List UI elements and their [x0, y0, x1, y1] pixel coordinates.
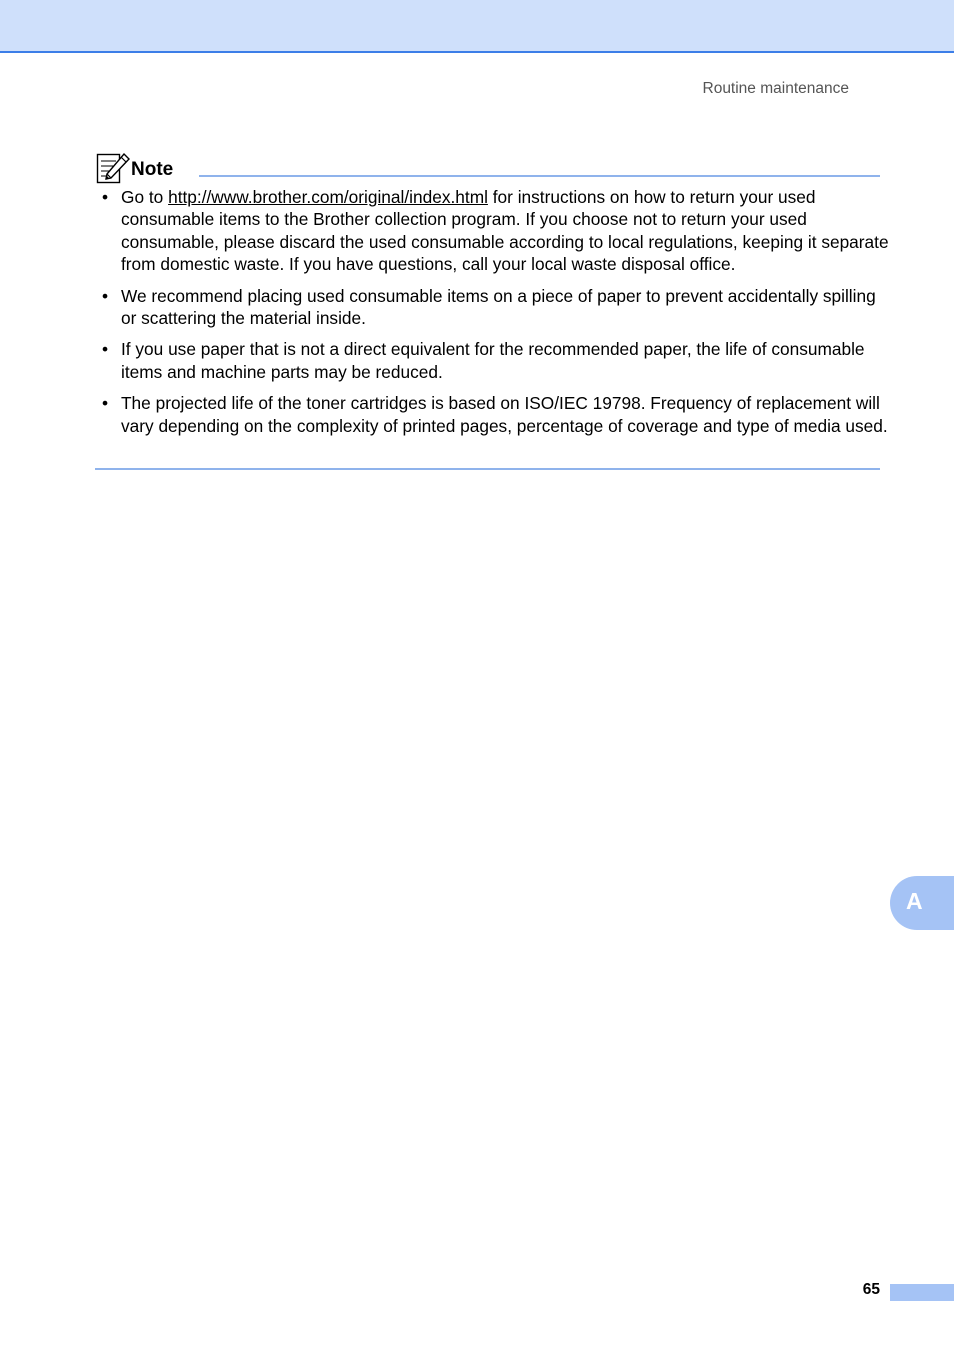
note-list	[100, 186, 890, 446]
note-item-return-program	[100, 186, 890, 276]
note-item-placing-consumables	[100, 285, 890, 330]
bullet: •	[102, 285, 109, 306]
note-item-text: If you use paper that is not a direct equivalent for the recommended paper, the life of consumable items and machine parts may be reduced.	[121, 339, 865, 382]
page-number-bar	[890, 1284, 954, 1301]
note-item-text: We recommend placing used consumable items on a piece of paper to prevent accidentally spilling or scattering the material inside.	[121, 285, 876, 329]
note-item-paper-equivalent	[100, 338, 890, 383]
header-band	[0, 0, 954, 53]
bullet: •	[102, 187, 109, 207]
note-item-text: for instructions on how to return your used consumable items to the Brother collection program. If you choose not to return your used consumable, please discard the used consumable according to local regulations, keeping it separate from domestic waste. If you have questions, call your local waste disposal office.	[121, 187, 889, 275]
bullet: •	[102, 393, 109, 414]
page-number: 65	[862, 1281, 880, 1298]
note-pencil-icon	[96, 152, 130, 186]
bullet: •	[102, 339, 109, 360]
note-title: Note	[131, 159, 174, 180]
note-item-text: The projected life of the toner cartridges is based on ISO/IEC 19798. Frequency of replacement will vary depending on the complexity of printed pages, percentage of coverage and type of media used.	[121, 393, 888, 436]
note-top-rule	[199, 175, 880, 177]
note-bottom-rule	[95, 468, 880, 470]
chapter-tab-letter: A	[906, 888, 923, 914]
running-header-section-title: Routine maintenance	[702, 80, 849, 97]
note-item-toner-life	[100, 392, 890, 437]
brother-original-link[interactable]: http://www.brother.com/original/index.html	[168, 187, 488, 207]
note-item-text: Go to	[121, 187, 169, 207]
